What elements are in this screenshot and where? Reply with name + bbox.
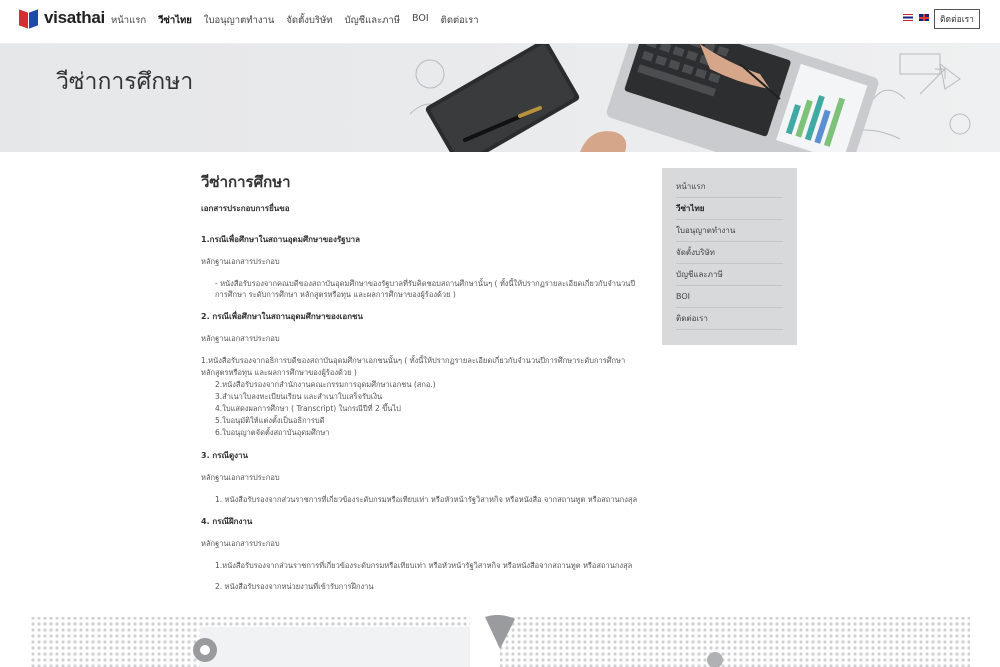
sidebar-item-work-permit[interactable]: ใบอนุญาตทำงาน <box>676 220 783 242</box>
banner-title: วีซ่าการศึกษา <box>56 69 194 95</box>
section-label: หลักฐานเอกสารประกอบ <box>201 257 280 266</box>
list-item: 5.ใบอนุมัติให้แต่งตั้งเป็นอธิการบดี <box>215 416 325 425</box>
site-logo[interactable] <box>19 8 105 28</box>
footer-map-image <box>0 615 1000 667</box>
logo-text: visathai <box>44 8 105 27</box>
sidebar-item-thai-visa[interactable]: วีซ่าไทย <box>676 198 783 220</box>
nav-item-company-setup[interactable]: จัดตั้งบริษัท <box>286 15 333 26</box>
uk-flag-icon[interactable] <box>919 14 929 21</box>
section-label: หลักฐานเอกสารประกอบ <box>201 473 280 482</box>
language-switcher <box>903 14 929 21</box>
section-internship <box>201 515 641 592</box>
section-label: หลักฐานเอกสารประกอบ <box>201 334 280 343</box>
section-label: หลักฐานเอกสารประกอบ <box>201 539 280 548</box>
list-item: 2.หนังสือรับรองจากสำนักงานคณะกรรมการอุดมศึกษาเอกชน (สกอ.) <box>215 380 436 389</box>
site-header <box>0 0 1000 44</box>
nav-item-home[interactable]: หน้าแรก <box>111 15 147 26</box>
sidebar-item-home[interactable]: หน้าแรก <box>676 176 783 198</box>
nav-item-thai-visa[interactable]: วีซ่าไทย <box>158 15 192 26</box>
banner-image <box>400 44 1000 152</box>
list-item: 1.หนังสือรับรองจากส่วนราชการที่เกี่ยวข้องระดับกรมหรือเทียบเท่า หรือหัวหน้ารัฐวิสาหกิจ หรือหนังสือจากสถานทูต หรือสถานกงสุล <box>215 561 633 570</box>
list-item: 1. หนังสือรับรองจากส่วนราชการที่เกี่ยวข้องระดับกรมหรือเทียบเท่า หรือหัวหน้ารัฐวิสาหกิจ หรือหนังสือ จากสถานทูต หรือสถานกงสุล <box>215 495 638 504</box>
nav-item-work-permit[interactable]: ใบอนุญาตทำงาน <box>203 15 275 26</box>
nav-item-accounting-tax[interactable]: บัญชีและภาษี <box>344 15 401 26</box>
list-item: 1.หนังสือรับรองจากอธิการบดีของสถาบันอุดมศึกษาเอกชนนั้นๆ ( ทั้งนี้ให้ปรากฏรายละเอียดเกี่ยวกับจำนวนปีการศึกษาระดับการศึกษา หลักสูตรหรือทุน และผลการศึกษาของผู้ร้องด้วย ) <box>201 356 626 377</box>
section-title: 2. กรณีเพื่อศึกษาในสถานอุดมศึกษาของเอกชน <box>201 312 363 321</box>
logo-mark-icon <box>19 9 39 27</box>
list-item: 6.ใบอนุญาตจัดตั้งสถาบันอุดมศึกษา <box>215 428 330 437</box>
section-title: 4. กรณีฝึกงาน <box>201 517 253 526</box>
list-item: 3.สำเนาใบลงทะเบียนเรียน และสำเนาใบเสร็จรับเงิน <box>215 392 383 401</box>
page-title: วีซ่าการศึกษา <box>201 173 291 191</box>
sidebar-item-company-setup[interactable]: จัดตั้งบริษัท <box>676 242 783 264</box>
section-title: 1.กรณีเพื่อศึกษาในสถานอุดมศึกษาของรัฐบาล <box>201 235 361 244</box>
nav-item-contact[interactable]: ติดต่อเรา <box>440 15 479 26</box>
nav-item-boi[interactable]: BOI <box>412 13 429 24</box>
sidebar-item-boi[interactable]: BOI <box>676 286 783 308</box>
documents-subtitle: เอกสารประกอบการยื่นขอ <box>201 204 290 213</box>
section-text: - หนังสือรับรองจากคณบดีของสถาบันอุดมศึกษาของรัฐบาลที่รับคิดชอบสถานศึกษานั้นๆ ( ทั้งนี้ให้ปรากฏรายละเอียดเกี่ยวกับจำนวนปีการศึกษา ระดับการศึกษา หลักสูตรหรือทุน และผลการศึกษาของผู้ร้องด้วย ) <box>215 279 636 299</box>
section-title: 3. กรณีดูงาน <box>201 451 249 460</box>
sidebar-item-accounting-tax[interactable]: บัญชีและภาษี <box>676 264 783 286</box>
sidebar-menu <box>662 168 797 345</box>
thai-flag-icon[interactable] <box>903 14 913 21</box>
section-private-university <box>201 310 641 439</box>
section-study-visit <box>201 449 641 505</box>
page-banner <box>0 44 1000 152</box>
list-item: 4.ใบแสดงผลการศึกษา ( Transcript) ในกรณีปีที่ 2 ขึ้นไป <box>215 404 401 413</box>
contact-button[interactable]: ติดต่อเรา <box>934 9 980 29</box>
main-content <box>201 170 641 602</box>
sidebar-item-contact[interactable]: ติดต่อเรา <box>676 308 783 330</box>
section-government-university <box>201 233 641 300</box>
main-nav <box>111 13 491 28</box>
list-item: 2. หนังสือรับรองจากหน่วยงานที่เข้ารับการฝึกงาน <box>215 582 374 591</box>
